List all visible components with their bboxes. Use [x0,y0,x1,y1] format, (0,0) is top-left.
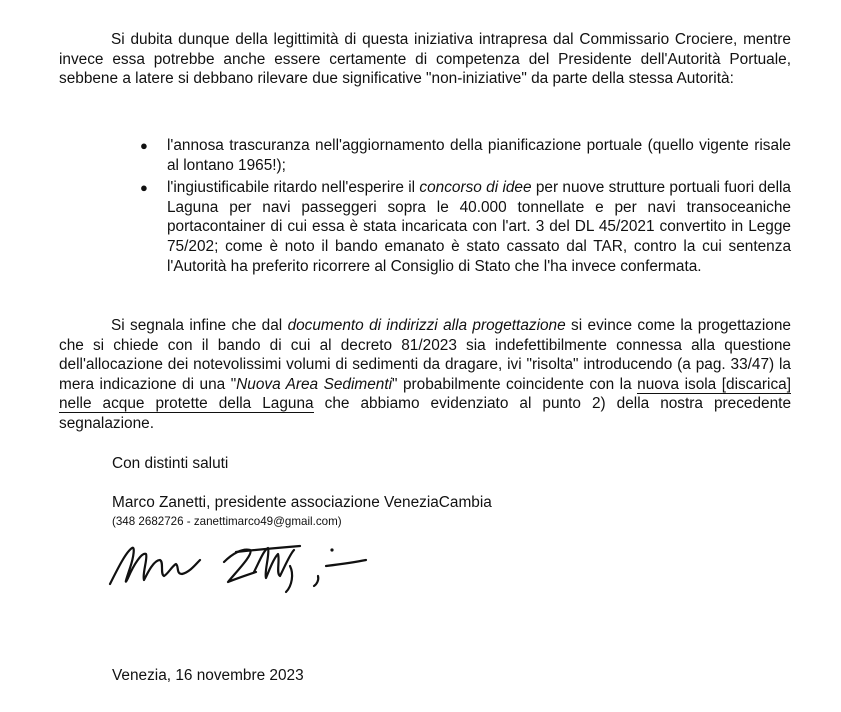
paragraph-2-part-3: " probabilmente coincidente con la [392,375,638,393]
non-initiatives-list [135,136,791,276]
paragraph-sediments [59,316,791,434]
bullet-icon: ● [140,138,148,153]
list-item [135,136,791,175]
paragraph-2-part-4: che abbiamo evidenziato al punto 2) della nostra precedente segnalazione. [59,395,791,432]
bullet-1-text: l'annosa trascuranza nell'aggiornamento della pianificazione portuale (quello vigente risale al lontano 1965!); [167,137,791,174]
bullet-2-text-start: l'ingiustificabile ritardo nell'esperire il [167,179,420,197]
paragraph-2-part-2: si evince come la progettazione che si chiede con il bando di cui al decreto 81/2023 sia indefettibilmente connessa alla questione dell'allocazione dei notevolissimi volumi di sedimenti da dragare, ivi "risolta" introducendo (a pag. 33/47) la mera indicazione di una " [59,317,791,393]
signer-name: Marco Zanetti, presidente associazione VeneziaCambia [112,494,492,511]
paragraph-2-italic-1: documento di indirizzi alla progettazione [287,317,566,334]
bullet-2-text-end: per nuove strutture portuali fuori della Laguna per navi passeggeri sopra le 40.000 tonnellate e per navi transoceaniche portacontainer di cui essa è stata incaricata con l'art. 3 del DL 45/2021 convertito in Legge 75/202; come è noto il bando emanato è stato cassato dal TAR, contro la cui sentenza l'Autorità ha preferito ricorrere al Consiglio di Stato che l'ha invece confermata. [167,179,791,275]
place-and-date: Venezia, 16 novembre 2023 [112,667,304,684]
paragraph-authority-doubts [59,30,791,89]
closing-salutation: Con distinti saluti [112,455,229,472]
bullet-icon: ● [140,180,148,196]
paragraph-2-underlined: nuova isola [discarica] nelle acque protette della Laguna [59,375,792,413]
paragraph-2-part-1: Si segnala infine che dal [111,317,288,334]
signer-contact: (348 2682726 - zanettimarco49@gmail.com) [112,515,342,528]
paragraph-2-italic-2: Nuova Area Sedimenti [236,375,393,393]
handwritten-signature [104,538,374,596]
list-item [135,178,791,276]
paragraph-1-text: Si dubita dunque della legittimità di questa iniziativa intrapresa dal Commissario Crociere, mentre invece essa potrebbe anche essere certamente di competenza del Presidente dell'Autorità Portuale, sebbene a latere si debbano rilevare due significative "non-iniziative" da parte della stessa Autorità: [59,31,791,88]
bullet-2-italic: concorso di idee [419,179,532,197]
